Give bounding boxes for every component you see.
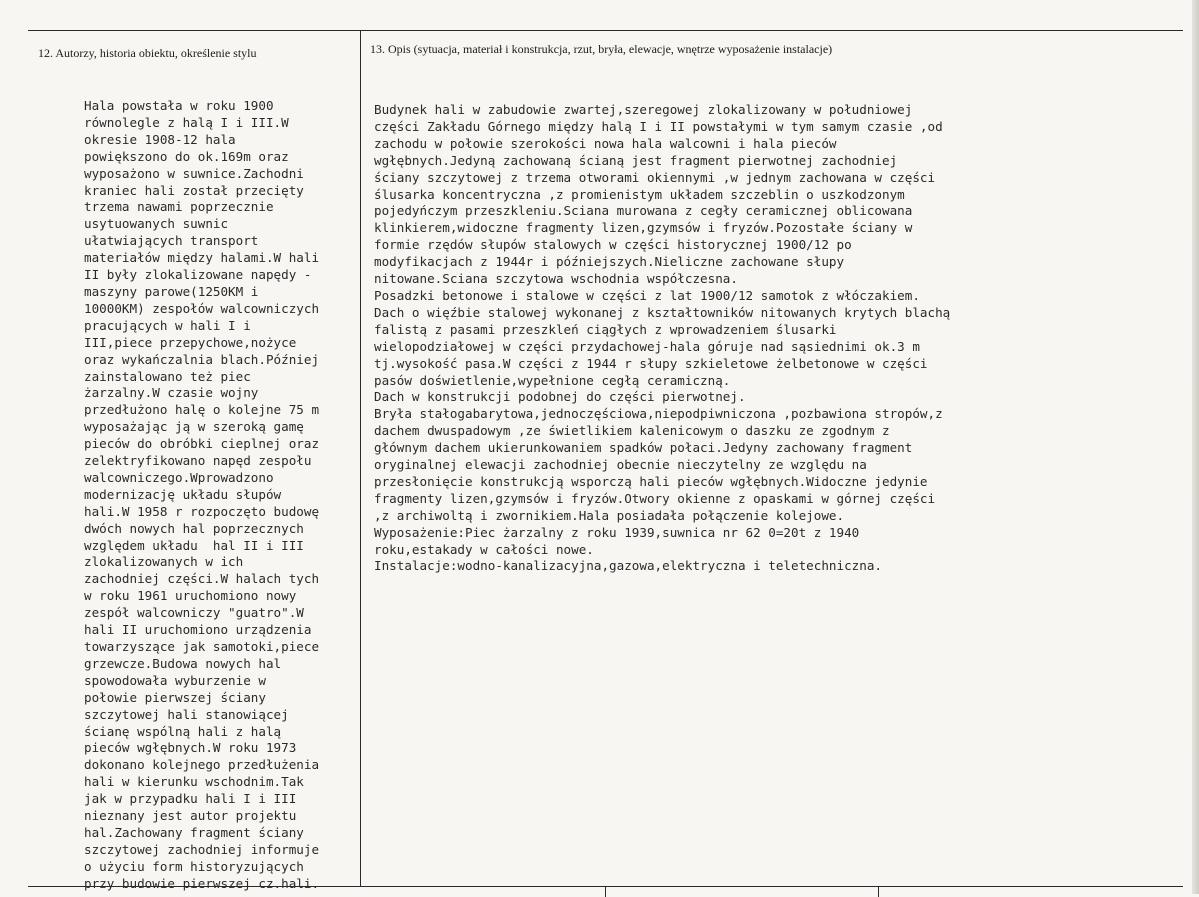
text-line: pasów doświetlenie,wypełnione cegłą ceramiczną. (374, 372, 731, 388)
text-line: zainstalowano też piec (84, 368, 251, 384)
text-line: ślusarka koncentryczna ,z promienistym układem szczeblin o uszkodzonym (374, 186, 905, 202)
text-line: zachodu w połowie szerokości nowa hala walcowni i hala pieców (374, 135, 837, 151)
text-line: o użyciu form historyzujących (84, 858, 304, 874)
text-line: żarzalny.W czasie wojny (84, 385, 259, 401)
text-line: równolegle z halą I i III.W (84, 114, 289, 130)
text-line: pieców wgłębnych.W roku 1973 (84, 740, 297, 756)
text-line: Hala powstała w roku 1900 (84, 98, 274, 113)
text-line: dachem dwuspadowym ,ze świetlikiem kalenicowym o daszku ze zgodnym z (374, 423, 890, 439)
text-line: ,z archiwoltą i zwornikiem.Hala posiadała połączenie kolejowe. (374, 507, 845, 523)
text-line: w roku 1961 uruchomiono nowy (84, 588, 297, 604)
text-line: oraz wykańczalnia blach.Później (84, 351, 320, 367)
text-line: maszyny parowe(1250KM i (84, 283, 259, 299)
text-line: walcowniczego.Wprowadzono (84, 469, 274, 485)
text-line: dwóch nowych hal poprzecznych (84, 520, 304, 536)
text-line: wyposażając ją w szeroką gamę (84, 419, 304, 435)
text-line: ułatwiających transport (84, 233, 259, 249)
text-line: pracujących w hali I i (84, 317, 251, 333)
text-line: głównym dachem ukierunkowaniem spadków połaci.Jedyny zachowany fragment (374, 440, 913, 456)
text-line: falistą z pasami przeszkleń ciągłych z wprowadzeniem ślusarki (374, 321, 837, 337)
text-line: zespół walcowniczy "guatro".W (84, 605, 304, 621)
text-line: przy budowie pierwszej cz.hali. (84, 875, 320, 891)
text-line: towarzyszące jak samotoki,piece (84, 639, 320, 654)
text-line: przedłużono halę o kolejne 75 m (84, 402, 320, 418)
text-line: nitowane.Sciana szczytowa wschodnia współczesna. (374, 271, 738, 287)
text-line: nieznany jest autor projektu (84, 808, 297, 824)
text-line: powiększono do ok.169m oraz (84, 148, 289, 164)
scan-edge (1192, 0, 1199, 894)
text-line: grzewcze.Budowa nowych hal (84, 655, 282, 671)
text-line: hali II uruchomiono urządzenia (84, 622, 312, 638)
text-line: oryginalnej elewacji zachodniej obecnie nieczytelny ze względu na (374, 457, 867, 473)
text-line: wielopodziałowej w części przydachowej-hala góruje nad sąsiednimi ok.3 m (374, 338, 920, 354)
text-line: fragmenty lizen,gzymsów i fryzów.Otwory okienne z opaskami w górnej części (374, 490, 936, 506)
bottom-cell-divider (605, 887, 606, 897)
text-line: kraniec hali został przecięty (84, 182, 304, 198)
text-line: ściany szczytowej z trzema otworami okiennymi ,w jednym zachowana w części (374, 169, 936, 185)
text-line: III,piece przepychowe,nożyce (84, 334, 297, 350)
text-line: tj.wysokość pasa.W części z 1944 r słupy szkieletowe żelbetonowe w części (374, 355, 928, 371)
text-line: zelektryfikowano napęd zespołu (84, 453, 312, 469)
text-line: klinkierem,widoczne fragmenty lizen,gzymsów i fryzów.Pozostałe ściany w (374, 220, 913, 236)
text-line: połowie pierwszej ściany (84, 689, 266, 705)
text-line: hali.W 1958 r rozpoczęto budowę (84, 503, 320, 519)
text-line: pojedyńczym przeszkleniu.Sciana murowana z cegły ceramicznej oblicowana (374, 203, 913, 219)
text-line: ścianę wspólną hali z halą (84, 723, 282, 739)
text-line: II były zlokalizowane napędy - (84, 267, 312, 283)
section-12-heading: 12. Autorzy, historia obiektu, określenie stylu (38, 46, 257, 60)
section-13-text (374, 102, 950, 575)
text-line: roku,estakady w całości nowe. (374, 541, 594, 557)
text-line: względem układu hal II i III (84, 537, 304, 553)
text-line: modernizację układu słupów (84, 486, 282, 502)
section-13-heading: 13. Opis (sytuacja, materiał i konstrukcja, rzut, bryła, elewacje, wnętrze wyposażenie instalacje) (370, 42, 833, 56)
text-line: 10000KM) zespołów walcowniczych (84, 300, 320, 316)
text-line: Posadzki betonowe i stalowe w części z lat 1900/12 samotok z włóczakiem. (374, 287, 920, 303)
text-line: Instalacje:wodno-kanalizacyjna,gazowa,elektryczna i teletechniczna. (374, 558, 882, 574)
bottom-cell-divider (878, 887, 879, 897)
text-line: wgłębnych.Jedyną zachowaną ścianą jest fragment pierwotnej zachodniej (374, 152, 898, 168)
text-line: zachodniej części.W halach tych (84, 571, 320, 587)
text-line: Bryła stałogabarytowa,jednoczęściowa,niepodpiwniczona ,pozbawiona stropów,z (374, 406, 943, 422)
text-line: jak w przypadku hali I i III (84, 791, 297, 807)
section-12-text (84, 98, 319, 893)
text-line: części Zakładu Górnego między halą I i II powstałymi w tym samym czasie ,od (374, 118, 943, 134)
text-line: materiałów między halami.W hali (84, 250, 320, 266)
text-line: pieców do obróbki cieplnej oraz (84, 436, 320, 452)
text-line: wyposażono w suwnice.Zachodni (84, 165, 304, 181)
text-line: Dach w konstrukcji podobnej do części pierwotnej. (374, 389, 746, 405)
text-line: Dach o więźbie stalowej wykonanej z kształtowników nitowanych krytych blachą (374, 304, 951, 320)
top-rule (28, 30, 1183, 31)
text-line: przesłonięcie konstrukcją wsporczą hali pieców wgłębnych.Widoczne jedynie (374, 473, 928, 489)
text-line: hal.Zachowany fragment ściany (84, 824, 304, 840)
text-line: trzema nawami poprzecznie (84, 199, 274, 215)
text-line: formie rzędów słupów stalowych w części historycznej 1900/12 po (374, 237, 852, 253)
text-line: zlokalizowanych w ich (84, 554, 244, 570)
text-line: szczytowej hali stanowiącej (84, 706, 289, 722)
text-line: okresie 1908-12 hala (84, 131, 236, 147)
text-line: Wyposażenie:Piec żarzalny z roku 1939,suwnica nr 62 0=20t z 1940 (374, 524, 860, 540)
text-line: hali w kierunku wschodnim.Tak (84, 774, 304, 790)
text-line: spowodowała wyburzenie w (84, 672, 266, 688)
text-line: szczytowej zachodniej informuje (84, 841, 320, 857)
text-line: dokonano kolejnego przedłużenia (84, 757, 320, 773)
text-line: Budynek hali w zabudowie zwartej,szeregowej zlokalizowany w południowej (374, 102, 913, 117)
text-line: usytuowanych suwnic (84, 216, 229, 232)
column-divider (360, 31, 361, 887)
text-line: modyfikacjach z 1944r i późniejszych.Nieliczne zachowane słupy (374, 254, 845, 270)
